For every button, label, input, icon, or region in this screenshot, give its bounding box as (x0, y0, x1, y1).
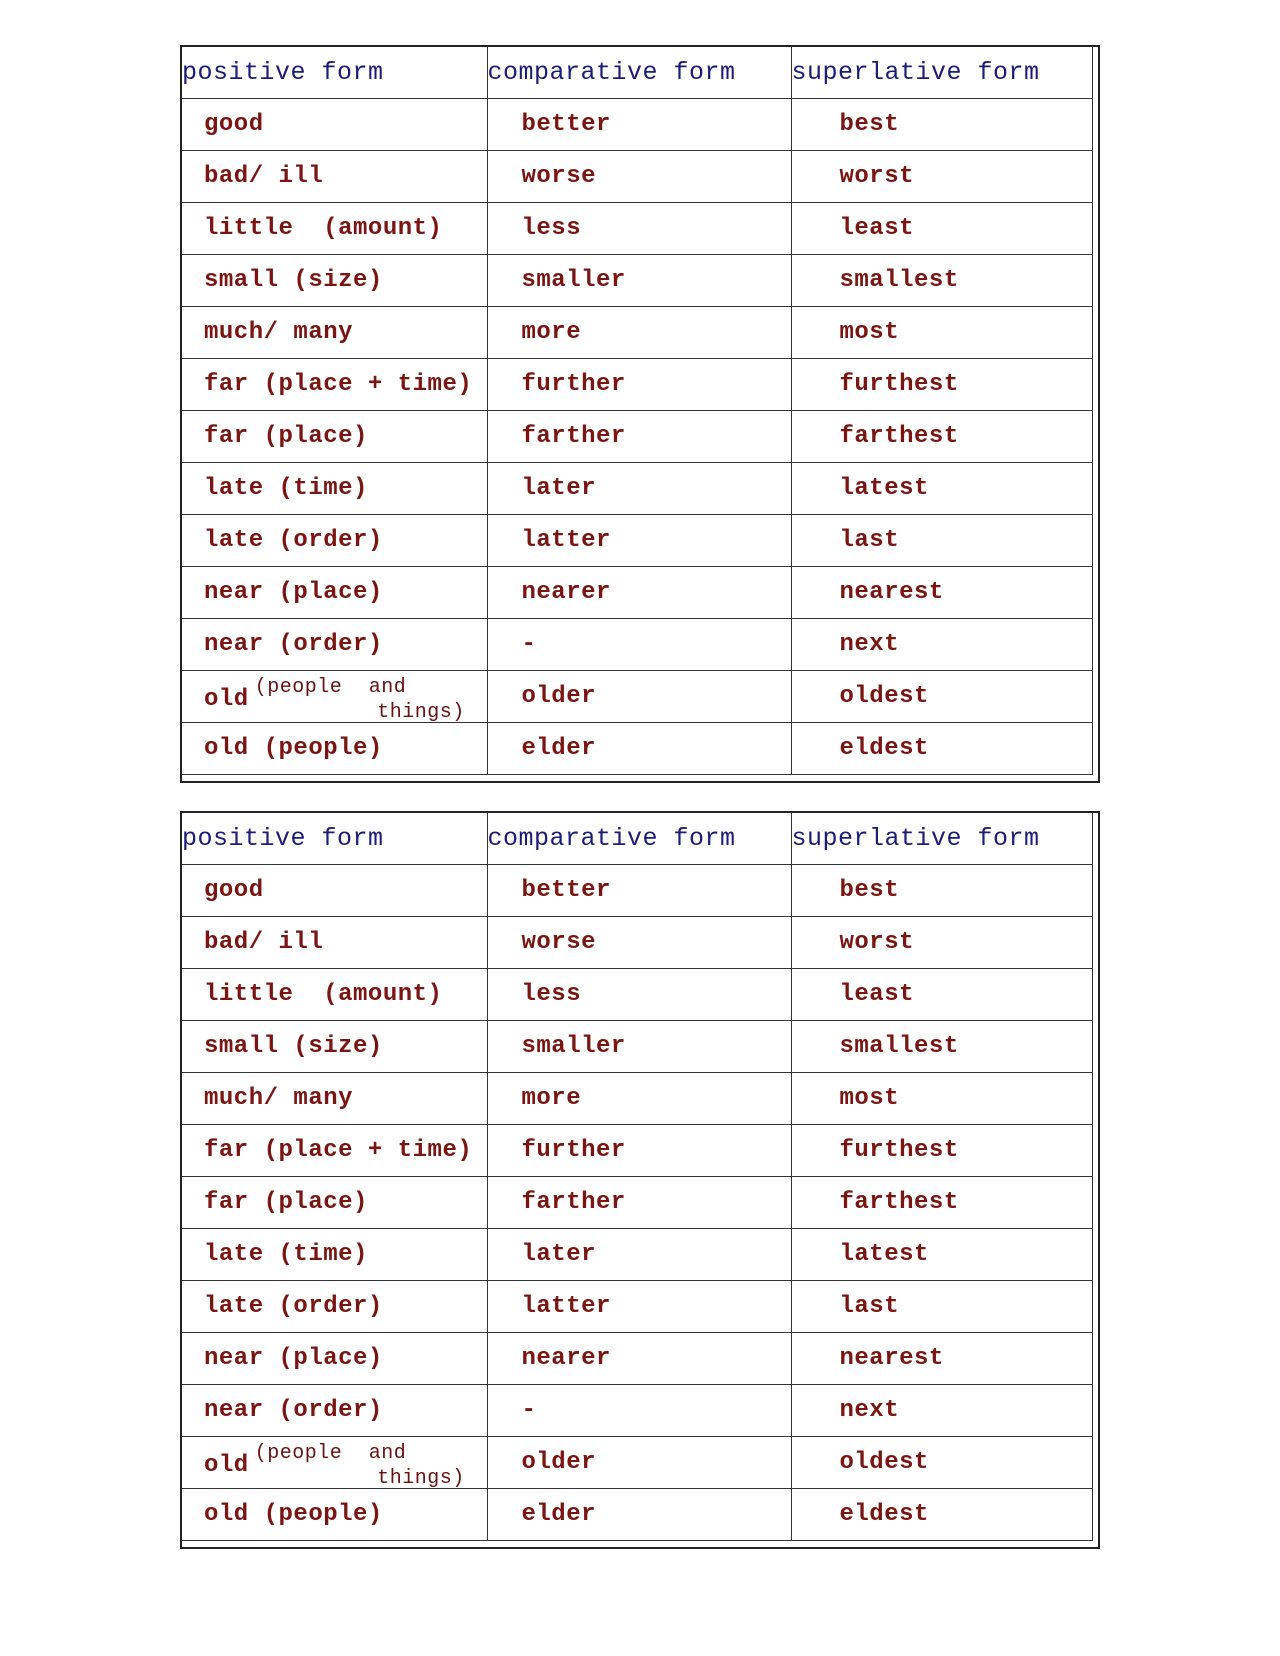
positive-cell: far (place + time) (182, 1125, 487, 1177)
table-row (182, 567, 1092, 619)
table-row (182, 359, 1092, 411)
table-row (182, 203, 1092, 255)
superlative-cell: worst (791, 917, 1092, 969)
positive-cell: much/ many (182, 307, 487, 359)
comparative-cell: further (487, 1125, 791, 1177)
comparative-cell: latter (487, 1281, 791, 1333)
positive-word: old (204, 1452, 249, 1479)
table-row (182, 1385, 1092, 1437)
comparative-cell: worse (487, 917, 791, 969)
header-comparative: comparative form (487, 813, 791, 865)
superlative-cell: worst (791, 151, 1092, 203)
positive-cell: far (place) (182, 1177, 487, 1229)
adjective-forms-table (182, 813, 1093, 1541)
table-row (182, 255, 1092, 307)
superlative-cell: smallest (791, 255, 1092, 307)
comparative-cell: farther (487, 1177, 791, 1229)
header-superlative: superlative form (791, 47, 1092, 99)
positive-cell: good (182, 99, 487, 151)
table-row (182, 969, 1092, 1021)
superlative-cell: last (791, 1281, 1092, 1333)
comparative-cell: later (487, 1229, 791, 1281)
superlative-cell: most (791, 1073, 1092, 1125)
header-positive: positive form (182, 813, 487, 865)
positive-cell: much/ many (182, 1073, 487, 1125)
superlative-cell: nearest (791, 1333, 1092, 1385)
positive-cell: good (182, 865, 487, 917)
positive-cell: small (size) (182, 255, 487, 307)
table-row (182, 1229, 1092, 1281)
comparative-cell: nearer (487, 1333, 791, 1385)
header-comparative: comparative form (487, 47, 791, 99)
comparative-cell: latter (487, 515, 791, 567)
superlative-cell: least (791, 203, 1092, 255)
comparative-cell: later (487, 463, 791, 515)
positive-cell: little (amount) (182, 969, 487, 1021)
superlative-cell: farthest (791, 1177, 1092, 1229)
comparative-cell: worse (487, 151, 791, 203)
comparative-cell: better (487, 99, 791, 151)
positive-cell: old (people) (182, 723, 487, 775)
superlative-cell: best (791, 99, 1092, 151)
table-row (182, 515, 1092, 567)
usage-note (254, 1441, 465, 1489)
positive-cell: near (order) (182, 619, 487, 671)
table-row (182, 1073, 1092, 1125)
usage-note-line1: (people and (254, 675, 407, 699)
comparative-cell: further (487, 359, 791, 411)
comparative-cell: - (487, 1385, 791, 1437)
comparative-cell: better (487, 865, 791, 917)
superlative-cell: smallest (791, 1021, 1092, 1073)
superlative-cell: least (791, 969, 1092, 1021)
table-row (182, 671, 1092, 723)
comparison-table-2 (180, 811, 1100, 1549)
positive-cell: late (time) (182, 463, 487, 515)
positive-cell: bad/ ill (182, 917, 487, 969)
comparative-cell: nearer (487, 567, 791, 619)
comparison-table-1 (180, 45, 1100, 783)
comparative-cell: less (487, 203, 791, 255)
table-row (182, 99, 1092, 151)
positive-cell: near (place) (182, 567, 487, 619)
superlative-cell: furthest (791, 1125, 1092, 1177)
usage-note-line2: things) (377, 700, 465, 723)
table-row (182, 1177, 1092, 1229)
positive-cell: small (size) (182, 1021, 487, 1073)
positive-cell: bad/ ill (182, 151, 487, 203)
superlative-cell: most (791, 307, 1092, 359)
table-row (182, 1489, 1092, 1541)
table-row (182, 1021, 1092, 1073)
superlative-cell: furthest (791, 359, 1092, 411)
comparative-cell: older (487, 671, 791, 723)
positive-cell (182, 671, 487, 723)
table-row (182, 463, 1092, 515)
table-row (182, 917, 1092, 969)
positive-cell: late (order) (182, 1281, 487, 1333)
header-superlative: superlative form (791, 813, 1092, 865)
superlative-cell: nearest (791, 567, 1092, 619)
superlative-cell: latest (791, 1229, 1092, 1281)
comparative-cell: elder (487, 1489, 791, 1541)
superlative-cell: oldest (791, 671, 1092, 723)
table-row (182, 723, 1092, 775)
superlative-cell: latest (791, 463, 1092, 515)
positive-word: old (204, 686, 249, 713)
superlative-cell: next (791, 619, 1092, 671)
table-row (182, 865, 1092, 917)
superlative-cell: eldest (791, 723, 1092, 775)
comparative-cell: smaller (487, 1021, 791, 1073)
usage-note-line1: (people and (254, 1441, 407, 1465)
comparative-cell: more (487, 307, 791, 359)
table-row (182, 307, 1092, 359)
superlative-cell: farthest (791, 411, 1092, 463)
positive-cell: old (people) (182, 1489, 487, 1541)
superlative-cell: best (791, 865, 1092, 917)
table-row (182, 151, 1092, 203)
positive-cell: far (place + time) (182, 359, 487, 411)
positive-cell: late (time) (182, 1229, 487, 1281)
header-row (182, 813, 1092, 865)
comparative-cell: elder (487, 723, 791, 775)
positive-cell: near (place) (182, 1333, 487, 1385)
comparative-cell: more (487, 1073, 791, 1125)
table-row (182, 411, 1092, 463)
table-row (182, 1125, 1092, 1177)
usage-note (254, 675, 465, 723)
table-row (182, 619, 1092, 671)
superlative-cell: next (791, 1385, 1092, 1437)
comparative-cell: less (487, 969, 791, 1021)
positive-cell: late (order) (182, 515, 487, 567)
positive-cell (182, 1437, 487, 1489)
adjective-forms-table (182, 47, 1093, 775)
positive-cell: far (place) (182, 411, 487, 463)
header-row (182, 47, 1092, 99)
comparative-cell: older (487, 1437, 791, 1489)
table-row (182, 1281, 1092, 1333)
comparative-cell: smaller (487, 255, 791, 307)
positive-cell: near (order) (182, 1385, 487, 1437)
comparative-cell: farther (487, 411, 791, 463)
superlative-cell: oldest (791, 1437, 1092, 1489)
superlative-cell: last (791, 515, 1092, 567)
table-row (182, 1333, 1092, 1385)
positive-cell: little (amount) (182, 203, 487, 255)
table-row (182, 1437, 1092, 1489)
header-positive: positive form (182, 47, 487, 99)
usage-note-line2: things) (377, 1466, 465, 1489)
superlative-cell: eldest (791, 1489, 1092, 1541)
comparative-cell: - (487, 619, 791, 671)
